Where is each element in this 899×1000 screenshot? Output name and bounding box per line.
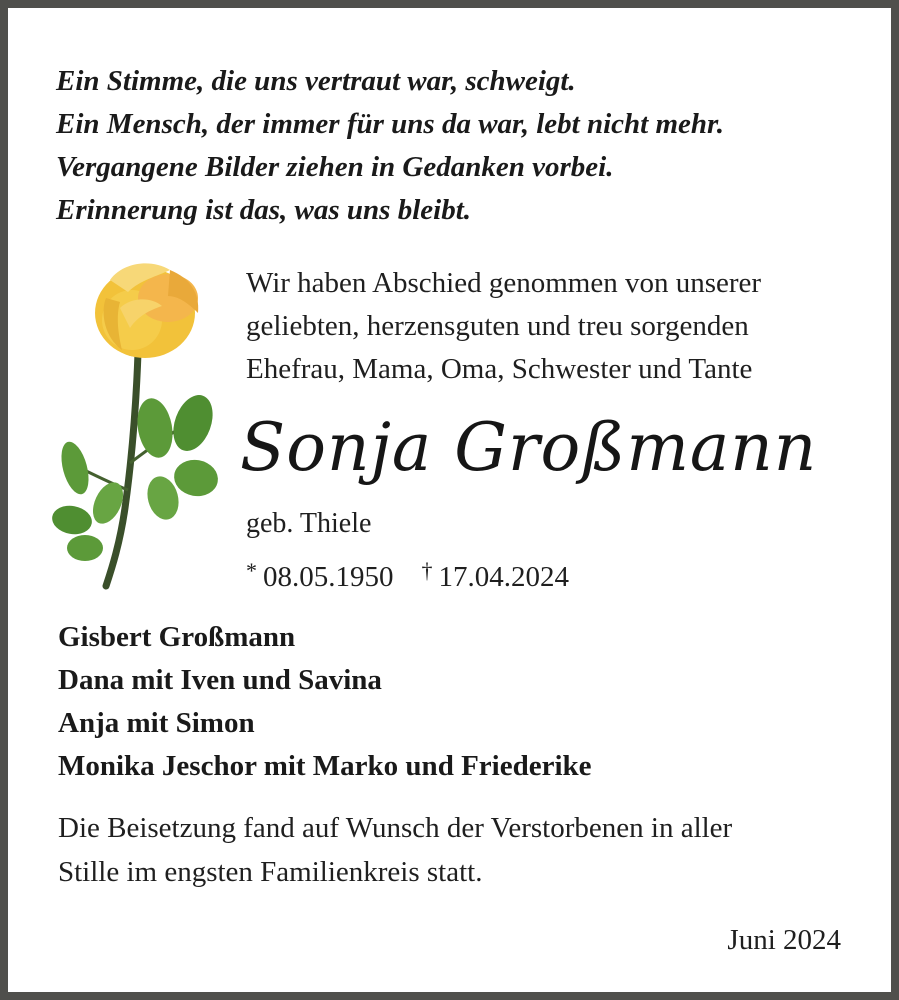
birth-date: 08.05.1950 [263, 561, 394, 593]
yellow-rose-icon [50, 258, 225, 593]
birth-symbol: * [246, 558, 257, 583]
mourner: Monika Jeschor mit Marko und Friederike [58, 750, 592, 782]
poem-line: Ein Stimme, die uns vertraut war, schweigt. [56, 65, 576, 97]
mourner: Gisbert Großmann [58, 621, 296, 653]
poem-line: Erinnerung ist das, was uns bleibt. [56, 194, 472, 226]
poem-line: Vergangene Bilder ziehen in Gedanken vorbei. [56, 151, 614, 183]
burial-notice [58, 806, 868, 894]
poem-line: Ein Mensch, der immer für uns da war, lebt nicht mehr. [56, 108, 724, 140]
mourner: Dana mit Iven und Savina [58, 664, 382, 696]
publication-date: Juni 2024 [727, 924, 841, 956]
deceased-name: Sonja Großmann [240, 409, 818, 486]
intro-text [246, 262, 866, 391]
life-dates [246, 553, 569, 595]
notice-line: Stille im engsten Familienkreis statt. [58, 856, 483, 888]
maiden-name: geb. Thiele [246, 508, 372, 539]
intro-line: geliebten, herzensguten und treu sorgenden [246, 310, 749, 342]
poem [56, 60, 856, 232]
death-symbol: † [421, 558, 433, 583]
mourners-list [58, 616, 858, 788]
notice-line: Die Beisetzung fand auf Wunsch der Verstorbenen in aller [58, 812, 733, 844]
death-date: 17.04.2024 [438, 561, 569, 593]
mourner: Anja mit Simon [58, 707, 255, 739]
intro-line: Wir haben Abschied genommen von unserer [246, 267, 762, 299]
intro-line: Ehefrau, Mama, Oma, Schwester und Tante [246, 353, 753, 385]
